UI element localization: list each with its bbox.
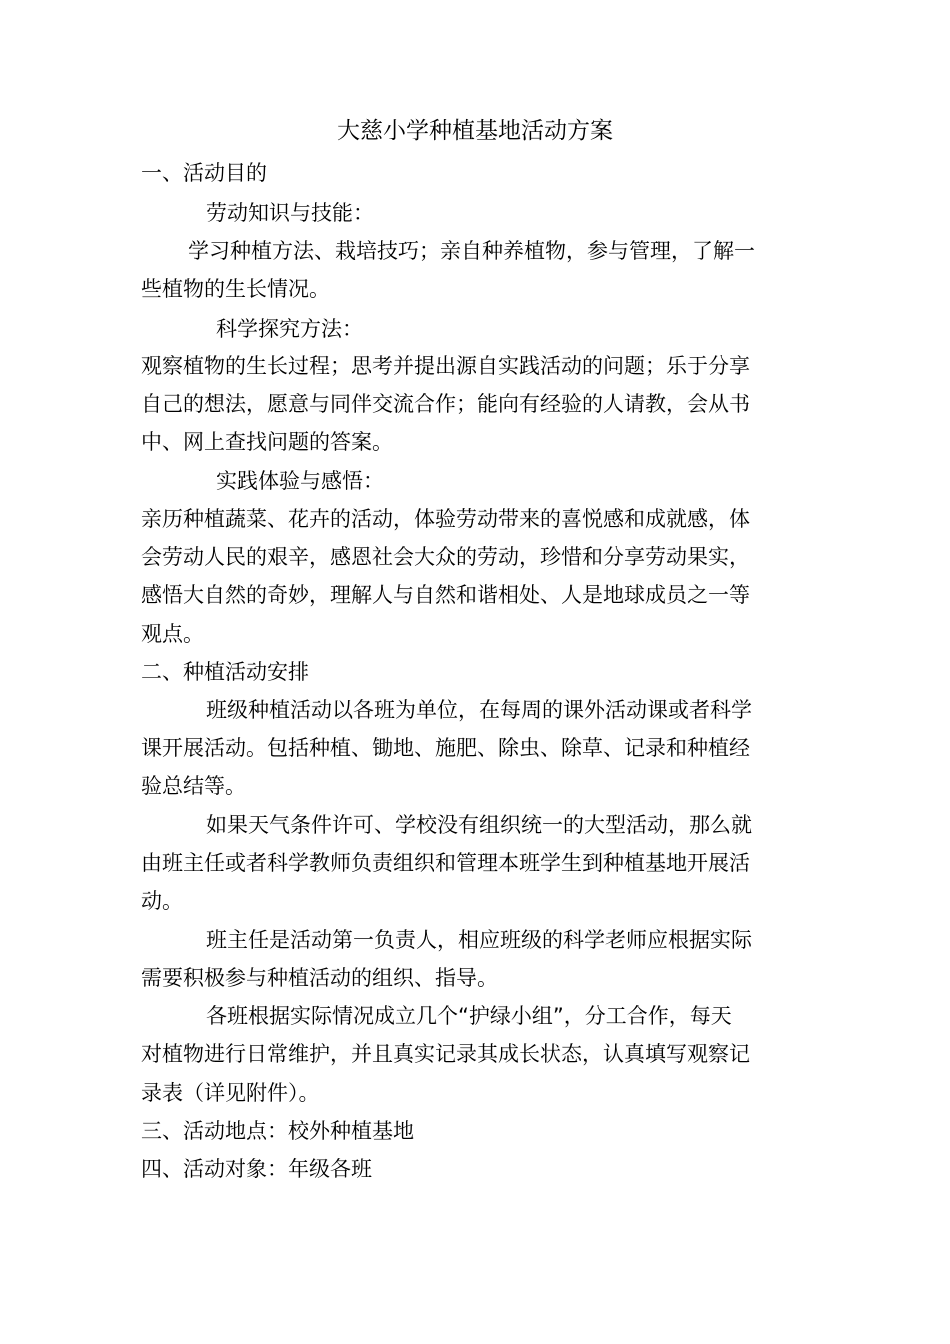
paragraph-line: 各班根据实际情况成立几个“护绿小组”，分工合作，每天 [206,1004,732,1028]
subheading-science-inquiry: 科学探究方法： [216,317,363,341]
paragraph-line: 中、网上查找问题的答案。 [141,430,393,454]
paragraph-line: 观点。 [141,622,204,646]
section-heading-participants: 四、活动对象：年级各班 [141,1157,372,1181]
paragraph-line: 班主任是活动第一负责人，相应班级的科学老师应根据实际 [206,928,752,952]
section-heading-arrangement: 二、种植活动安排 [141,660,309,684]
paragraph-line: 亲历种植蔬菜、花卉的活动，体验劳动带来的喜悦感和成就感，体 [141,507,750,531]
subheading-practice-experience: 实践体验与感悟： [216,469,384,493]
paragraph-line: 由班主任或者科学教师负责组织和管理本班学生到种植基地开展活 [141,851,750,875]
subheading-knowledge-skills: 劳动知识与技能： [206,201,374,225]
section-heading-location: 三、活动地点：校外种植基地 [141,1119,414,1143]
section-heading-purpose: 一、活动目的 [141,161,267,185]
paragraph-line: 会劳动人民的艰辛，感恩社会大众的劳动，珍惜和分享劳动果实， [141,545,750,569]
document-title: 大慈小学种植基地活动方案 [337,118,613,144]
paragraph-line: 学习种植方法、栽培技巧；亲自种养植物，参与管理，了解一 [188,239,755,263]
paragraph-line: 对植物进行日常维护，并且真实记录其成长状态，认真填写观察记 [141,1042,750,1066]
paragraph-line: 感悟大自然的奇妙，理解人与自然和谐相处、人是地球成员之一等 [141,583,750,607]
paragraph-line: 自己的想法，愿意与同伴交流合作；能向有经验的人请教，会从书 [141,392,750,416]
paragraph-line: 些植物的生长情况。 [141,277,330,301]
paragraph-line: 动。 [141,889,183,913]
paragraph-line: 需要积极参与种植活动的组织、指导。 [141,966,498,990]
paragraph-line: 班级种植活动以各班为单位，在每周的课外活动课或者科学 [206,698,752,722]
paragraph-line: 观察植物的生长过程；思考并提出源自实践活动的问题；乐于分享 [141,354,750,378]
paragraph-line: 验总结等。 [141,774,246,798]
paragraph-line: 录表（详见附件）。 [141,1081,320,1105]
paragraph-line: 课开展活动。包括种植、锄地、施肥、除虫、除草、记录和种植经 [141,736,750,760]
paragraph-line: 如果天气条件许可、学校没有组织统一的大型活动，那么就 [206,813,752,837]
